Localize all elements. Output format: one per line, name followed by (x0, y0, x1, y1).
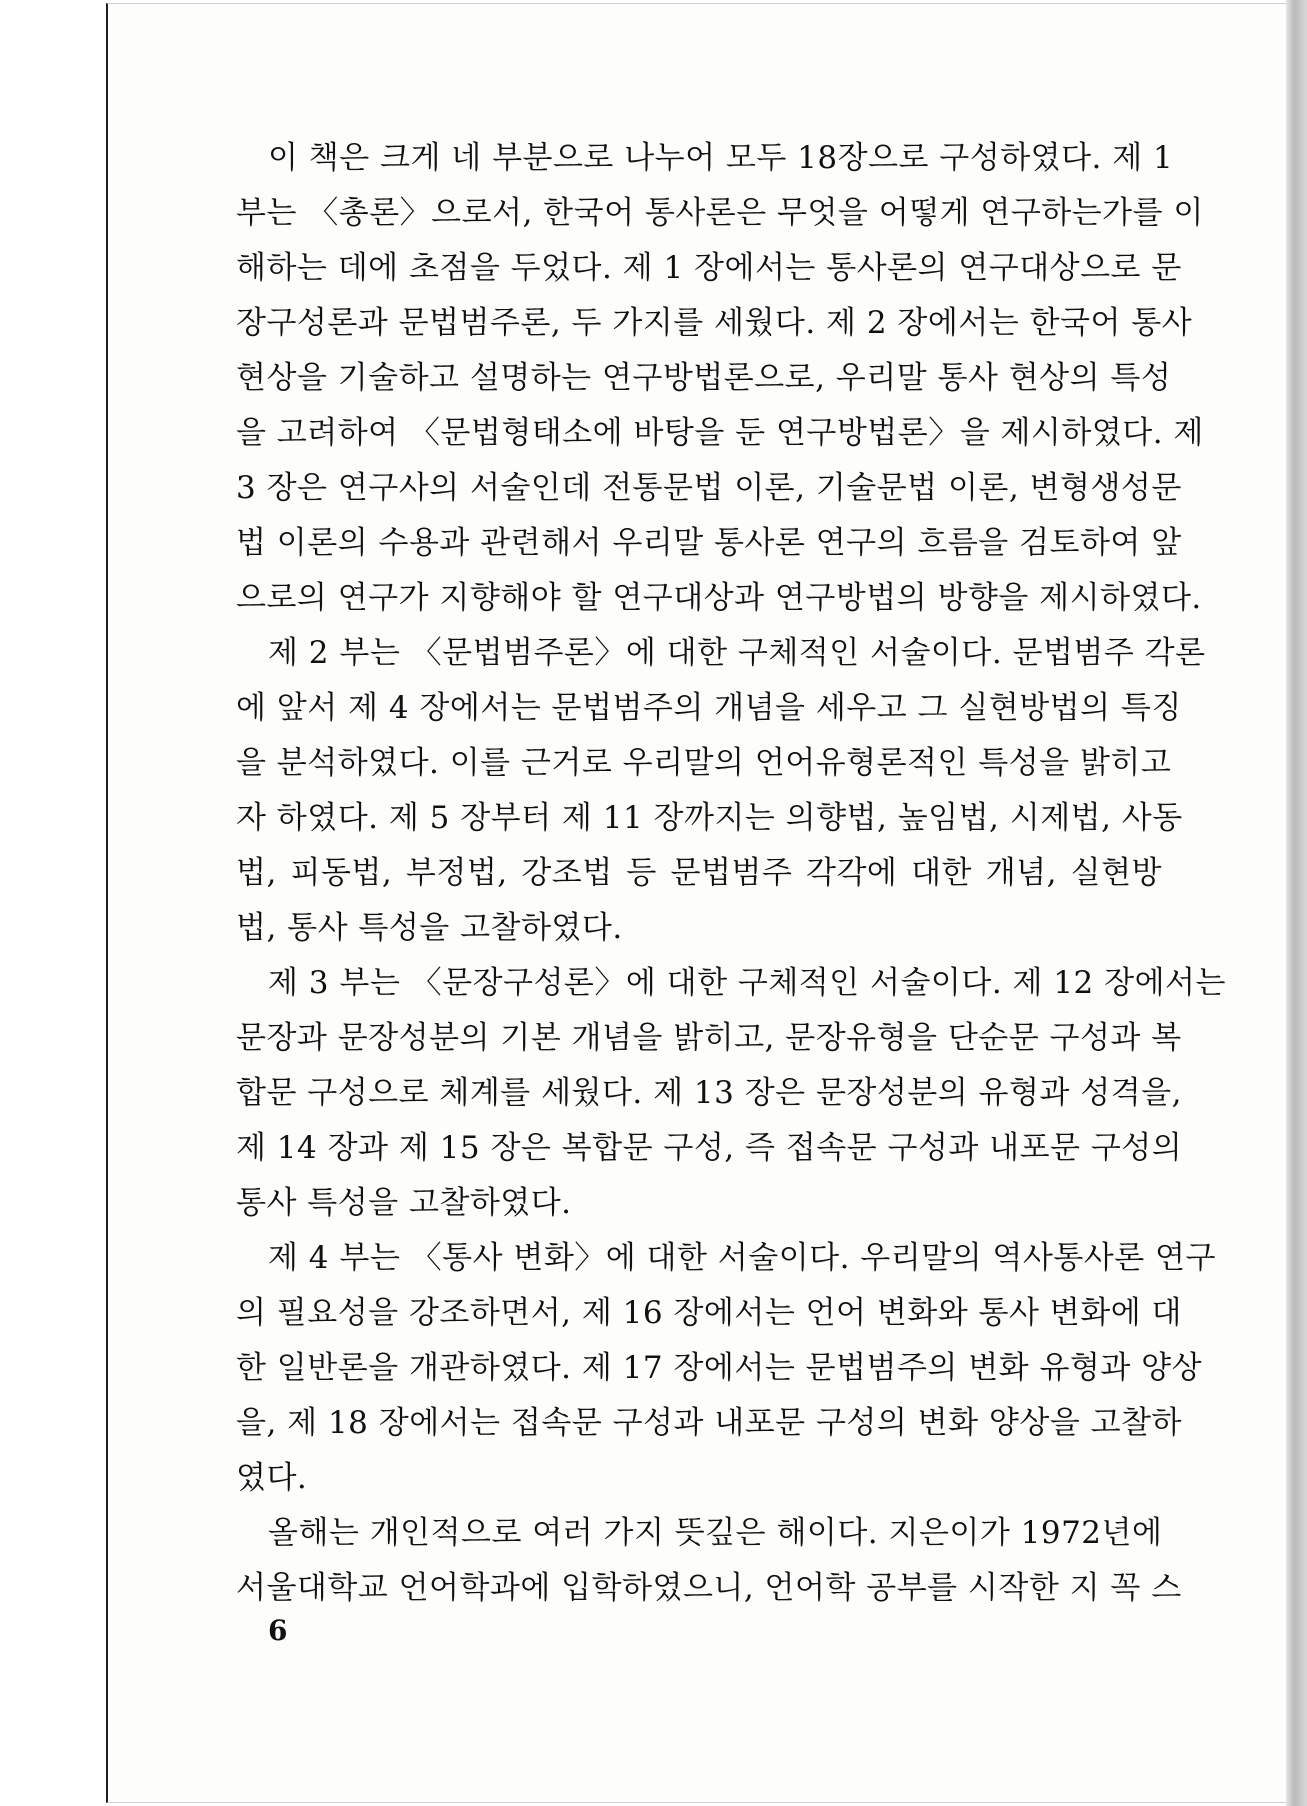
text-line: 자 하였다. 제 5 장부터 제 11 장까지는 의향법, 높임법, 시제법, 사동 (236, 800, 1183, 836)
text-line: 을 고려하여 〈문법형태소에 바탕을 둔 연구방법론〉을 제시하였다. 제 (236, 415, 1204, 451)
text-line: 합문 구성으로 체계를 세웠다. 제 13 장은 문장성분의 유형과 성격을, (236, 1075, 1182, 1111)
text-line: 법, 피동법, 부정법, 강조법 등 문법범주 각각에 대한 개념, 실현방 (236, 855, 1162, 891)
page-number: 6 (268, 1614, 288, 1647)
text-line: 법 이론의 수용과 관련해서 우리말 통사론 연구의 흐름을 검토하여 앞 (236, 525, 1182, 561)
text-line: 법, 통사 특성을 고찰하였다. (236, 910, 623, 946)
text-line: 을, 제 18 장에서는 접속문 구성과 내포문 구성의 변화 양상을 고찰하 (236, 1405, 1182, 1441)
book-page (106, 3, 1286, 1803)
text-line: 제 14 장과 제 15 장은 복합문 구성, 즉 접속문 구성과 내포문 구성의 (236, 1130, 1183, 1166)
text-line: 제 2 부는 〈문법범주론〉에 대한 구체적인 서술이다. 문법범주 각론 (268, 635, 1206, 671)
text-line: 으로의 연구가 지향해야 할 연구대상과 연구방법의 방향을 제시하였다. (236, 580, 1202, 616)
text-line: 이 책은 크게 네 부분으로 나누어 모두 18장으로 구성하였다. 제 1 (268, 140, 1174, 176)
text-line: 의 필요성을 강조하면서, 제 16 장에서는 언어 변화와 통사 변화에 대 (236, 1295, 1182, 1331)
text-line: 였다. (236, 1460, 308, 1496)
page-edge-shadow (1286, 0, 1307, 1806)
text-line: 올해는 개인적으로 여러 가지 뜻깊은 해이다. 지은이가 1972년에 (268, 1515, 1163, 1551)
text-line: 서울대학교 언어학과에 입학하였으니, 언어학 공부를 시작한 지 꼭 스 (236, 1570, 1182, 1606)
text-line: 현상을 기술하고 설명하는 연구방법론으로, 우리말 통사 현상의 특성 (236, 360, 1172, 396)
text-line: 을 분석하였다. 이를 근거로 우리말의 언어유형론적인 특성을 밝히고 (236, 745, 1172, 781)
text-line: 제 4 부는 〈통사 변화〉에 대한 서술이다. 우리말의 역사통사론 연구 (268, 1240, 1216, 1276)
text-line: 해하는 데에 초점을 두었다. 제 1 장에서는 통사론의 연구대상으로 문 (236, 250, 1182, 286)
text-line: 통사 특성을 고찰하였다. (236, 1185, 572, 1221)
left-margin (0, 0, 106, 1806)
text-line: 제 3 부는 〈문장구성론〉에 대한 구체적인 서술이다. 제 12 장에서는 (268, 965, 1226, 1001)
text-line: 에 앞서 제 4 장에서는 문법범주의 개념을 세우고 그 실현방법의 특징 (236, 690, 1182, 726)
text-line: 장구성론과 문법범주론, 두 가지를 세웠다. 제 2 장에서는 한국어 통사 (236, 305, 1193, 341)
text-line: 한 일반론을 개관하였다. 제 17 장에서는 문법범주의 변화 유형과 양상 (236, 1350, 1203, 1386)
text-line: 3 장은 연구사의 서술인데 전통문법 이론, 기술문법 이론, 변형생성문 (236, 470, 1182, 506)
text-line: 부는 〈총론〉으로서, 한국어 통사론은 무엇을 어떻게 연구하는가를 이 (236, 195, 1204, 231)
text-line: 문장과 문장성분의 기본 개념을 밝히고, 문장유형을 단순문 구성과 복 (236, 1020, 1182, 1056)
